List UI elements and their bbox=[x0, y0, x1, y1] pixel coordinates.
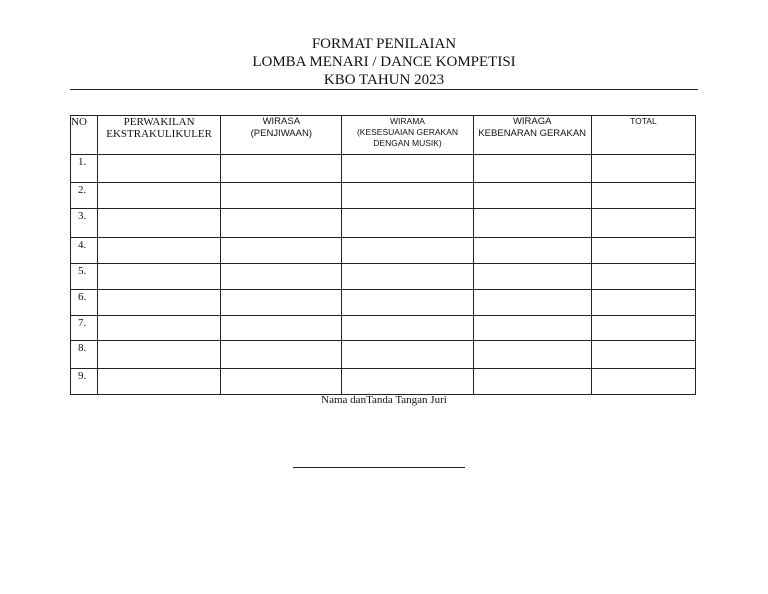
table-header-row bbox=[71, 116, 696, 155]
table-row bbox=[71, 209, 696, 238]
cell-perwakilan[interactable] bbox=[98, 238, 221, 264]
cell-perwakilan[interactable] bbox=[98, 209, 221, 238]
signature-line bbox=[293, 467, 465, 468]
cell-wirama[interactable] bbox=[342, 155, 473, 183]
cell-wirama[interactable] bbox=[342, 290, 473, 316]
cell-wiraga[interactable] bbox=[473, 264, 591, 290]
cell-perwakilan[interactable] bbox=[98, 183, 221, 209]
cell-wirama[interactable] bbox=[342, 316, 473, 341]
cell-wirama[interactable] bbox=[342, 183, 473, 209]
col-header-wirama-line1: WIRAMA bbox=[390, 116, 425, 126]
table-row bbox=[71, 316, 696, 341]
cell-total[interactable] bbox=[591, 155, 695, 183]
cell-perwakilan[interactable] bbox=[98, 290, 221, 316]
header-divider bbox=[70, 89, 698, 90]
col-header-no bbox=[71, 116, 98, 155]
col-header-wiraga bbox=[473, 116, 591, 155]
row-number: 7. bbox=[71, 316, 98, 341]
col-header-wirama-line3: DENGAN MUSIK) bbox=[373, 138, 442, 148]
cell-wirasa[interactable] bbox=[221, 238, 342, 264]
cell-wiraga[interactable] bbox=[473, 290, 591, 316]
cell-wirasa[interactable] bbox=[221, 183, 342, 209]
cell-wirasa[interactable] bbox=[221, 209, 342, 238]
form-title: FORMAT PENILAIAN bbox=[311, 36, 457, 52]
table-row bbox=[71, 155, 696, 183]
col-header-total-label: TOTAL bbox=[630, 116, 657, 126]
cell-wirama[interactable] bbox=[342, 341, 473, 369]
col-header-total bbox=[591, 116, 695, 155]
cell-total[interactable] bbox=[591, 238, 695, 264]
row-number: 2. bbox=[71, 183, 98, 209]
col-header-wirama bbox=[342, 116, 473, 155]
row-number: 4. bbox=[71, 238, 98, 264]
event-year: KBO TAHUN 2023 bbox=[323, 72, 445, 88]
cell-perwakilan[interactable] bbox=[98, 155, 221, 183]
cell-wiraga[interactable] bbox=[473, 316, 591, 341]
cell-wirasa[interactable] bbox=[221, 264, 342, 290]
row-number: 1. bbox=[71, 155, 98, 183]
cell-perwakilan[interactable] bbox=[98, 264, 221, 290]
col-header-wirasa-line1: WIRASA bbox=[262, 116, 301, 127]
cell-wirasa[interactable] bbox=[221, 341, 342, 369]
cell-wirama[interactable] bbox=[342, 209, 473, 238]
assessment-table bbox=[70, 115, 696, 395]
row-number: 9. bbox=[71, 369, 98, 395]
cell-total[interactable] bbox=[591, 290, 695, 316]
col-header-wiraga-line2: KEBENARAN GERAKAN bbox=[478, 128, 587, 139]
col-header-no-label: NO bbox=[71, 116, 87, 128]
table-row bbox=[71, 264, 696, 290]
cell-wirasa[interactable] bbox=[221, 369, 342, 395]
cell-wirama[interactable] bbox=[342, 264, 473, 290]
col-header-wirama-line2: (KESESUAIAN GERAKAN bbox=[356, 127, 459, 137]
cell-perwakilan[interactable] bbox=[98, 369, 221, 395]
judge-signature-caption: Nama danTanda Tangan Juri bbox=[321, 394, 447, 406]
cell-total[interactable] bbox=[591, 369, 695, 395]
col-header-wirasa bbox=[221, 116, 342, 155]
table-row bbox=[71, 183, 696, 209]
row-number: 8. bbox=[71, 341, 98, 369]
cell-perwakilan[interactable] bbox=[98, 316, 221, 341]
cell-wiraga[interactable] bbox=[473, 155, 591, 183]
cell-wiraga[interactable] bbox=[473, 369, 591, 395]
cell-wiraga[interactable] bbox=[473, 183, 591, 209]
cell-wirasa[interactable] bbox=[221, 316, 342, 341]
cell-wiraga[interactable] bbox=[473, 238, 591, 264]
cell-wirasa[interactable] bbox=[221, 290, 342, 316]
cell-wiraga[interactable] bbox=[473, 209, 591, 238]
col-header-perwakilan-line2: EKSTRAKULIKULER bbox=[106, 128, 212, 140]
cell-perwakilan[interactable] bbox=[98, 341, 221, 369]
cell-wirama[interactable] bbox=[342, 238, 473, 264]
table-row bbox=[71, 238, 696, 264]
cell-total[interactable] bbox=[591, 264, 695, 290]
cell-wirama[interactable] bbox=[342, 369, 473, 395]
table-row bbox=[71, 341, 696, 369]
cell-total[interactable] bbox=[591, 209, 695, 238]
cell-wiraga[interactable] bbox=[473, 341, 591, 369]
row-number: 5. bbox=[71, 264, 98, 290]
cell-wirasa[interactable] bbox=[221, 155, 342, 183]
cell-total[interactable] bbox=[591, 316, 695, 341]
table-row bbox=[71, 369, 696, 395]
row-number: 6. bbox=[71, 290, 98, 316]
cell-total[interactable] bbox=[591, 341, 695, 369]
col-header-wiraga-line1: WIRAGA bbox=[512, 116, 552, 127]
table-row bbox=[71, 290, 696, 316]
competition-name: LOMBA MENARI / DANCE KOMPETISI bbox=[252, 54, 516, 70]
col-header-wirasa-line2: (PENJIWAAN) bbox=[250, 128, 313, 139]
row-number: 3. bbox=[71, 209, 98, 238]
col-header-perwakilan bbox=[98, 116, 221, 155]
col-header-perwakilan-line1: PERWAKILAN bbox=[123, 116, 195, 128]
cell-total[interactable] bbox=[591, 183, 695, 209]
